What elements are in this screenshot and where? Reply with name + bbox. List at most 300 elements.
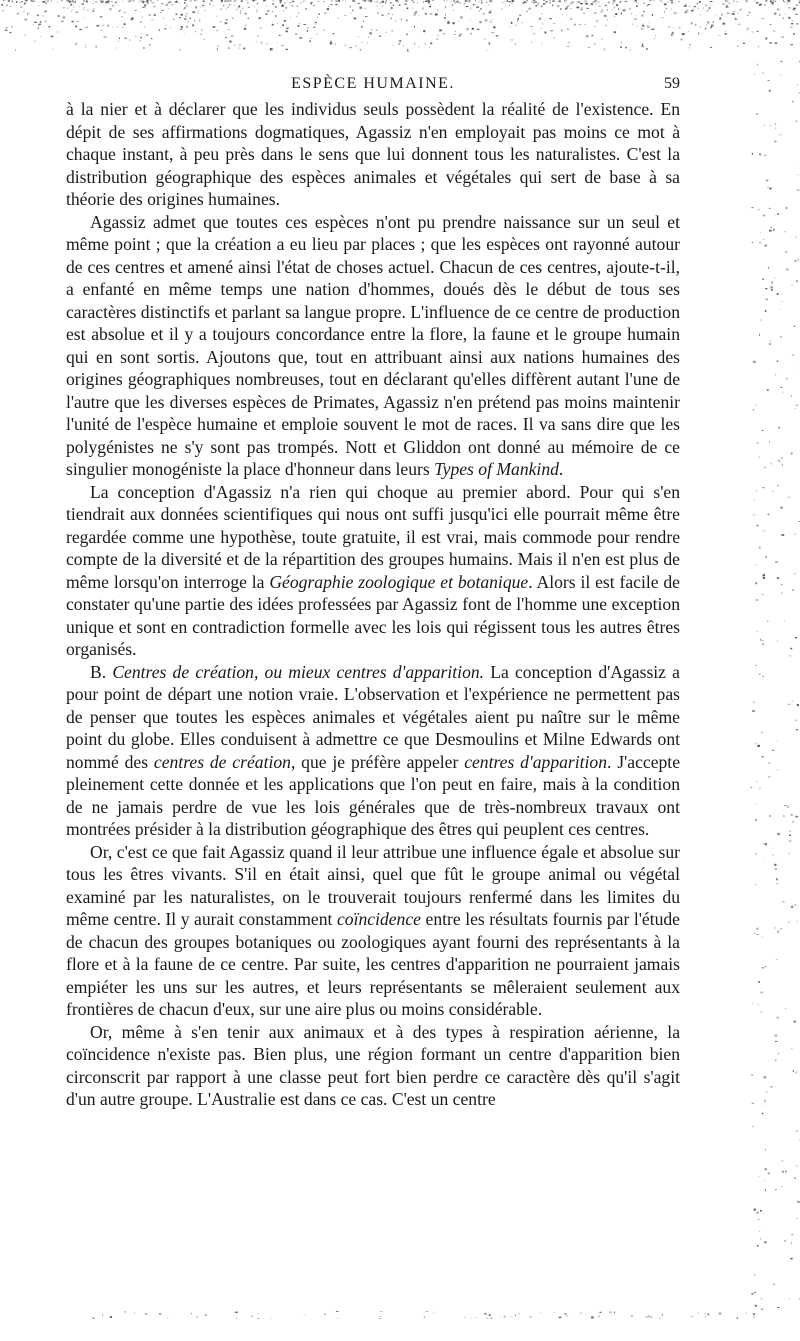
scan-speck [486,1318,488,1319]
scan-speck [733,11,735,12]
scan-speck [362,42,363,43]
scan-speck [445,6,446,8]
scan-speck [487,50,489,51]
scan-speck [567,5,569,6]
scan-speck [765,1189,766,1191]
scan-speck [700,27,701,28]
scan-speck [596,22,597,23]
scan-speck [203,1,205,3]
scan-speck [511,40,514,41]
scan-speck [11,26,13,27]
paragraph [66,1021,680,1111]
scan-speck [795,1178,796,1179]
scan-speck [593,2,595,3]
scan-speck [481,0,483,1]
scan-speck [753,409,754,410]
scan-speck [757,1219,759,1220]
scan-speck [789,835,791,836]
scan-speck [761,640,763,641]
scan-speck [688,31,689,32]
scan-speck [314,23,315,25]
scan-speck [791,284,792,286]
scan-speck [272,3,274,5]
scan-speck [79,29,82,30]
scan-speck [228,1,229,2]
scan-speck [766,299,769,301]
scan-speck [793,8,796,10]
scan-speck [770,341,771,342]
scan-speck [685,12,687,13]
scan-speck [187,4,188,5]
scan-speck [63,16,65,18]
text-run: à la nier et à déclarer que les individus seuls possèdent la réalité de l'existence. En dépit de ses affirmations dogmatiques, Agassiz n'en employait pas moins ce mot à chaque instant, à peu près dans le sens que lui donnent tous les naturalistes. C'est la distribution géographique des espèces animales et végétales qui sert de base à sa théorie des origines humaines. [66,99,680,209]
scan-speck [230,0,232,1]
scan-speck [391,18,392,19]
scan-speck [121,17,123,18]
scan-speck [163,18,164,19]
scan-speck [512,0,514,2]
scan-speck [756,404,757,406]
scan-speck [759,242,762,243]
scan-speck [252,1315,253,1317]
scan-speck [185,15,187,16]
scan-speck [787,0,789,1]
scan-speck [543,3,545,5]
scan-speck [179,17,181,18]
scan-speck [577,1,580,3]
scan-speck [85,27,88,29]
page-number: 59 [664,75,680,92]
scan-speck [485,19,487,21]
scan-speck [371,29,373,31]
scan-speck [769,230,772,232]
scan-speck [768,514,770,515]
paragraph [66,841,680,1021]
scan-speck [697,3,698,4]
scan-speck [770,24,772,25]
scan-speck [323,30,325,31]
scan-speck [764,155,767,156]
scan-speck [646,48,648,49]
scan-speck [393,5,394,6]
scan-speck [316,33,317,34]
scan-speck [758,209,759,210]
scan-speck [180,49,181,51]
scan-speck [430,13,433,14]
scan-speck [786,378,787,380]
scan-speck [61,0,62,1]
scan-speck [772,750,774,751]
scan-speck [784,231,786,232]
scan-speck [792,20,793,22]
scan-speck [727,1,729,2]
scan-speck [566,0,567,1]
scan-speck [566,1316,568,1317]
scan-speck [759,788,760,790]
scan-speck [792,700,793,701]
scan-speck [86,1,88,3]
scan-speck [531,26,533,27]
scan-speck [105,2,107,4]
scan-speck [25,2,28,3]
scan-speck [198,10,199,11]
scan-speck [82,3,84,4]
scan-speck [774,141,777,143]
scan-speck [765,1149,766,1150]
scan-speck [229,4,231,5]
scan-speck [68,7,69,8]
scan-speck [763,239,764,240]
scan-speck [506,0,507,2]
scan-speck [132,0,134,1]
scan-speck [768,1172,770,1174]
scan-speck [180,14,183,16]
scan-speck [783,18,784,19]
scan-speck [775,561,778,563]
scan-speck [752,242,754,243]
scan-speck [308,27,309,29]
scan-speck [634,18,636,20]
scan-speck [272,24,274,26]
scan-speck [791,906,793,908]
scan-speck [100,30,103,31]
scan-speck [649,22,650,23]
scan-speck [756,2,758,4]
scan-speck [550,18,552,19]
scan-speck [338,18,339,19]
scan-speck [195,31,196,32]
scan-speck [792,354,794,356]
scan-speck [564,1313,566,1315]
scan-speck [790,1258,792,1260]
scan-speck [759,1231,760,1232]
scan-speck [757,442,759,443]
scan-speck [643,24,644,26]
scan-speck [759,674,761,675]
scan-speck [87,10,89,11]
scan-speck [129,40,131,41]
scan-speck [671,2,672,3]
scan-speck [328,6,329,7]
scan-speck [552,4,553,6]
scan-speck [285,31,288,33]
scan-speck [591,3,594,5]
scan-speck [691,1316,693,1317]
scan-speck [20,2,21,3]
scan-speck [598,1316,600,1318]
scan-speck [773,229,774,231]
scan-speck [379,9,380,10]
scan-speck [786,207,787,209]
scan-speck [382,6,383,7]
scan-speck [623,9,626,11]
scan-speck [429,47,430,48]
scan-speck [791,1048,792,1049]
scan-speck [490,0,492,2]
scan-speck [771,2,774,4]
scan-speck [414,26,415,28]
scan-speck [612,10,614,11]
scan-speck [299,37,302,39]
scan-speck [152,19,153,20]
scan-speck [773,31,776,32]
scan-speck [509,5,510,6]
scan-speck [775,215,776,216]
scan-speck [220,21,222,22]
scan-speck [774,927,775,929]
scan-speck [281,5,284,7]
scan-speck [566,16,567,17]
scan-speck [732,13,735,15]
scan-speck [295,34,297,35]
scan-speck [584,24,586,25]
scan-speck [75,44,76,45]
scan-speck [307,30,308,32]
scan-speck [286,49,288,50]
scan-speck [710,27,711,29]
scan-speck [690,44,691,46]
scan-speck [444,0,445,1]
scan-speck [757,64,758,66]
scan-speck [455,31,456,33]
scan-speck [414,14,416,16]
page-body-text [66,98,680,1111]
scan-speck [626,1,628,2]
scan-speck [227,6,229,7]
scan-speck [261,42,263,44]
scan-speck [489,42,490,44]
scan-speck [783,392,784,393]
scan-speck [407,50,408,52]
scan-speck [691,10,692,11]
scan-speck [292,1,294,2]
scan-speck [764,1076,767,1078]
scan-speck [297,6,299,7]
scan-speck [784,1,786,3]
scan-speck [777,577,779,579]
scan-speck [768,776,770,778]
scan-speck [425,1,428,3]
scan-speck [292,5,293,6]
scan-speck [415,11,417,13]
scan-speck [212,1,214,2]
scan-speck [100,17,102,18]
scan-speck [740,9,743,10]
scan-speck [787,806,789,808]
scan-speck [168,8,170,9]
scan-speck [279,2,280,4]
scan-speck [277,42,278,43]
scan-speck [791,454,793,455]
scan-speck [618,8,619,10]
scan-speck [763,215,765,217]
scan-speck [788,497,791,498]
scan-speck [797,190,800,191]
scan-speck [188,21,189,23]
scan-speck [699,15,701,16]
scan-speck [12,1,13,2]
scan-speck [486,2,487,4]
scan-speck [751,207,753,208]
scan-speck [591,35,593,37]
scan-speck [517,20,518,22]
scan-speck [454,34,456,35]
scan-speck [777,833,780,835]
scan-speck [184,8,185,9]
scan-speck [780,75,781,77]
scan-speck [762,676,763,677]
scan-speck [616,4,618,6]
scan-speck [542,43,543,45]
scan-speck [764,1241,766,1243]
scan-speck [616,25,617,26]
scan-speck [579,24,582,25]
scan-speck [638,3,639,4]
scan-speck [777,213,779,215]
scan-speck [331,0,333,1]
scan-speck [245,13,247,15]
italic-text: centres d'apparition [464,751,608,772]
scan-speck [379,2,381,3]
scan-speck [635,0,637,1]
scan-speck [738,24,741,26]
scan-speck [779,14,780,16]
scan-speck [515,25,517,26]
scan-speck [432,0,434,1]
scan-speck [725,31,726,32]
scan-speck [785,1008,787,1009]
scan-speck [785,14,786,15]
scan-speck [759,1176,760,1177]
scan-speck [540,30,541,31]
scan-speck [303,1,304,2]
scan-speck [729,3,730,5]
scan-speck [104,36,107,38]
scan-speck [396,0,399,1]
scan-speck [102,1314,103,1316]
scan-speck [797,921,798,923]
scan-speck [241,0,243,2]
scan-speck [652,14,653,16]
scan-speck [790,655,791,656]
scan-speck [541,28,542,29]
scan-speck [112,5,114,7]
scan-speck [511,3,512,4]
scan-speck [764,125,765,126]
scan-speck [379,36,381,37]
scan-speck [304,0,306,1]
scan-speck [335,44,336,45]
scan-speck [774,1,776,2]
scan-speck [213,5,214,6]
scan-speck [284,20,286,22]
scan-speck [523,2,525,3]
scan-speck [360,7,362,9]
scan-speck [794,720,797,722]
scan-speck [769,441,770,443]
scan-speck [792,589,794,590]
scan-speck [370,0,373,2]
scan-speck [719,1313,721,1315]
scan-speck [507,0,508,2]
scan-speck [290,17,291,18]
scan-speck [778,931,779,933]
scan-speck [63,7,66,8]
scan-speck [781,534,784,536]
scan-speck [229,41,231,43]
scan-speck [142,16,143,17]
scan-speck [796,729,798,730]
scan-speck [772,281,773,283]
scan-speck [796,1165,797,1167]
scan-speck [465,0,468,2]
scan-speck [34,22,37,23]
scan-speck [448,21,449,23]
scan-speck [83,9,85,10]
scan-speck [755,819,757,820]
scan-speck [765,310,767,312]
scan-speck [789,840,792,841]
scan-speck [154,6,156,8]
scan-speck [679,27,681,29]
scan-speck [16,1,18,3]
scan-speck [180,29,182,30]
scan-speck [343,0,344,1]
scan-speck [509,26,510,28]
scan-speck [542,23,543,25]
scan-speck [770,125,771,126]
scan-speck [286,28,288,29]
text-run: Or, même à s'en tenir aux animaux et à des types à respiration aérienne, la coïncidence n'existe pas. Bien plus, une région formant un centre d'apparition bien circonscrit par rapport à une classe peut fort bien perdre ce caractère dès qu'il s'agit d'un autre groupe. L'Australie est dans ce cas. C'est un centre [66,1021,680,1109]
scan-speck [116,2,118,3]
scan-speck [244,28,247,30]
scan-speck [96,46,97,48]
scan-speck [538,3,540,4]
scan-speck [370,32,372,34]
scan-speck [576,7,577,8]
scan-speck [330,41,332,42]
scan-speck [582,7,583,8]
scan-speck [423,30,425,31]
scan-speck [423,2,424,3]
scan-speck [559,1317,562,1318]
scan-speck [587,8,589,9]
scan-speck [380,1316,381,1317]
scan-speck [240,12,241,14]
scan-speck [780,387,782,388]
scan-speck [785,1171,787,1173]
scan-speck [290,2,292,3]
scan-speck [534,2,537,3]
scan-speck [407,8,409,10]
scan-speck [796,1218,798,1219]
scan-speck [209,3,210,5]
scan-speck [336,1311,339,1312]
scan-speck [630,49,631,50]
scan-speck [518,18,519,20]
scan-speck [541,1312,542,1313]
scan-speck [683,6,684,7]
scan-speck [787,3,788,5]
scan-speck [770,227,772,228]
scan-speck [175,1,178,3]
scan-speck [713,21,714,23]
scan-speck [609,1312,612,1313]
scan-speck [74,1,77,3]
scan-speck [391,30,393,31]
scan-speck [10,6,11,7]
scan-speck [234,1312,235,1313]
